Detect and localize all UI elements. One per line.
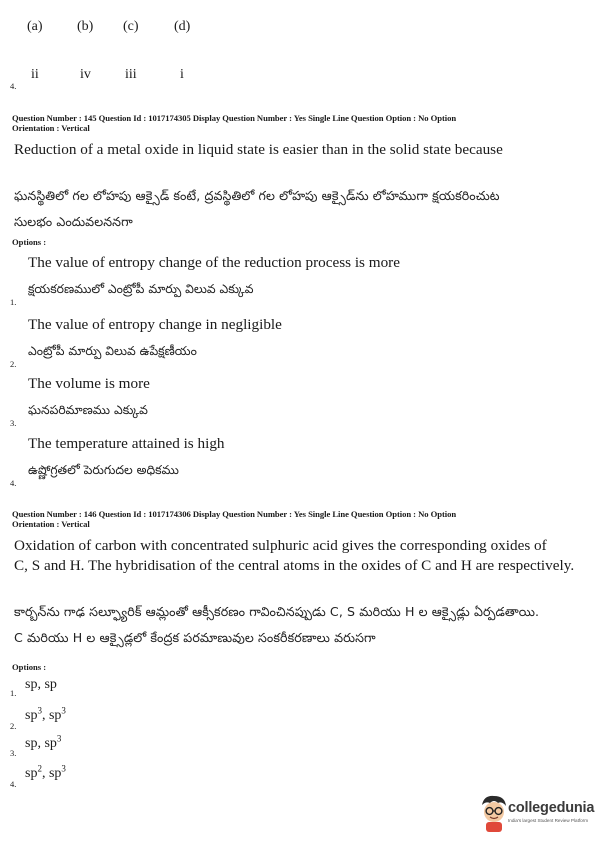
- q146-option-4-number: 4.: [10, 779, 17, 789]
- q146-option-1-second: sp: [44, 677, 57, 692]
- q145-option-3-telugu: ఘనపరిమాణము ఎక్కువ: [28, 403, 148, 417]
- q145-option-4-number: 4.: [10, 478, 17, 488]
- q146-option-3-first: sp: [25, 736, 38, 751]
- q145-option-1-number: 1.: [10, 297, 17, 307]
- q146-option-1-number: 1.: [10, 688, 17, 698]
- brand-name: collegedunia: [508, 800, 595, 816]
- match-column-c: (c): [123, 19, 139, 34]
- q146-option-3-second: sp: [44, 736, 57, 751]
- match-column-a: (a): [27, 19, 43, 34]
- question-146-orientation: Orientation : Vertical: [12, 519, 90, 529]
- q146-option-4-first-sup: 2: [37, 763, 42, 774]
- question-146-english-line1: Oxidation of carbon with concentrated sulphuric acid gives the corresponding oxides of: [14, 537, 547, 554]
- q146-option-4-second-sup: 3: [61, 763, 66, 774]
- q146-option-4-second: sp: [48, 766, 62, 781]
- q145-option-2-english: The value of entropy change in negligible: [28, 316, 282, 333]
- match-answer-b: iv: [80, 67, 91, 82]
- question-146-english-line2: C, S and H. The hybridisation of the central atoms in the oxides of C and H are respectively.: [14, 557, 575, 574]
- q146-option-2-first-sup: 3: [37, 705, 42, 716]
- question-145-options-label: Options :: [12, 237, 47, 247]
- q145-option-4-english: The temperature attained is high: [28, 435, 225, 452]
- match-column-b: (b): [77, 19, 94, 34]
- collegedunia-mascot-icon: [478, 793, 510, 833]
- q145-option-3-number: 3.: [10, 418, 17, 428]
- q146-option-2-second-sup: 3: [61, 705, 66, 716]
- question-146-header: Question Number : 146 Question Id : 1017174306 Display Question Number : Yes Single Line Question Option : No Option: [12, 509, 457, 519]
- q146-option-2-first: sp: [25, 708, 38, 723]
- q146-option-3-text: sp, $sp^3$: [25, 733, 62, 751]
- match-answer-d: i: [180, 67, 184, 82]
- q145-option-2-telugu: ఎంట్రోపీ మార్పు విలువ ఉపేక్షణీయం: [28, 344, 197, 358]
- q145-option-4-telugu: ఉష్ణోగ్రతలో పెరుగుదల అధికము: [28, 463, 179, 477]
- question-146-telugu-line2: C మరియు H ల ఆక్సైడ్లలో కేంద్రక పరమాణువుల సంకరీకరణాలు వరుసగా: [14, 630, 376, 645]
- q145-option-1-english: The value of entropy change of the reduction process is more: [28, 254, 400, 271]
- q145-option-3-english: The volume is more: [28, 375, 150, 392]
- question-145-header: Question Number : 145 Question Id : 1017174305 Display Question Number : Yes Single Line Question Option : No Option: [12, 113, 457, 123]
- question-146-options-label: Options :: [12, 662, 47, 672]
- q146-option-1-first: sp: [25, 677, 38, 692]
- q145-option-2-number: 2.: [10, 359, 17, 369]
- question-145-telugu-line2: సులభం ఎందువలననగా: [14, 214, 133, 229]
- q146-option-4-first: sp: [25, 766, 38, 781]
- match-column-d: (d): [174, 19, 191, 34]
- q146-option-1-text: sp, sp: [25, 677, 57, 692]
- question-145-english: Reduction of a metal oxide in liquid state is easier than in the solid state because: [14, 141, 503, 158]
- question-146-telugu-line1: కార్బన్‌ను గాఢ సల్ఫ్యూరిక్ ఆమ్లంతో ఆక్సీకరణం గావించినప్పుడు C, S మరియు H ల ఆక్సైడ్లు ఏర్పడతాయి.: [14, 604, 540, 619]
- option-number: 4.: [10, 81, 17, 91]
- q146-option-3-second-sup: 3: [56, 733, 62, 744]
- question-145-telugu-line1: ఘనస్థితిలో గల లోహపు ఆక్సైడ్ కంటే, ద్రవస్థితిలో గల లోహపు ఆక్సైడ్‌ను లోహముగా క్షయకరించుట: [14, 188, 500, 203]
- question-145-orientation: Orientation : Vertical: [12, 123, 90, 133]
- q145-option-1-telugu: క్షయకరణములో ఎంట్రోపీ మార్పు విలువ ఎక్కువ: [28, 282, 254, 296]
- brand-tagline: India's largest Student Review Platform: [508, 818, 589, 823]
- q146-option-3-number: 3.: [10, 748, 17, 758]
- q146-option-2-text: $sp^3$, $sp^3$: [25, 705, 66, 723]
- q146-option-4-text: $sp^2$, $sp^3$: [25, 763, 66, 781]
- match-answer-c: iii: [125, 67, 137, 82]
- q146-option-2-second: sp: [48, 708, 62, 723]
- q146-option-2-number: 2.: [10, 721, 17, 731]
- match-answer-a: ii: [31, 67, 39, 82]
